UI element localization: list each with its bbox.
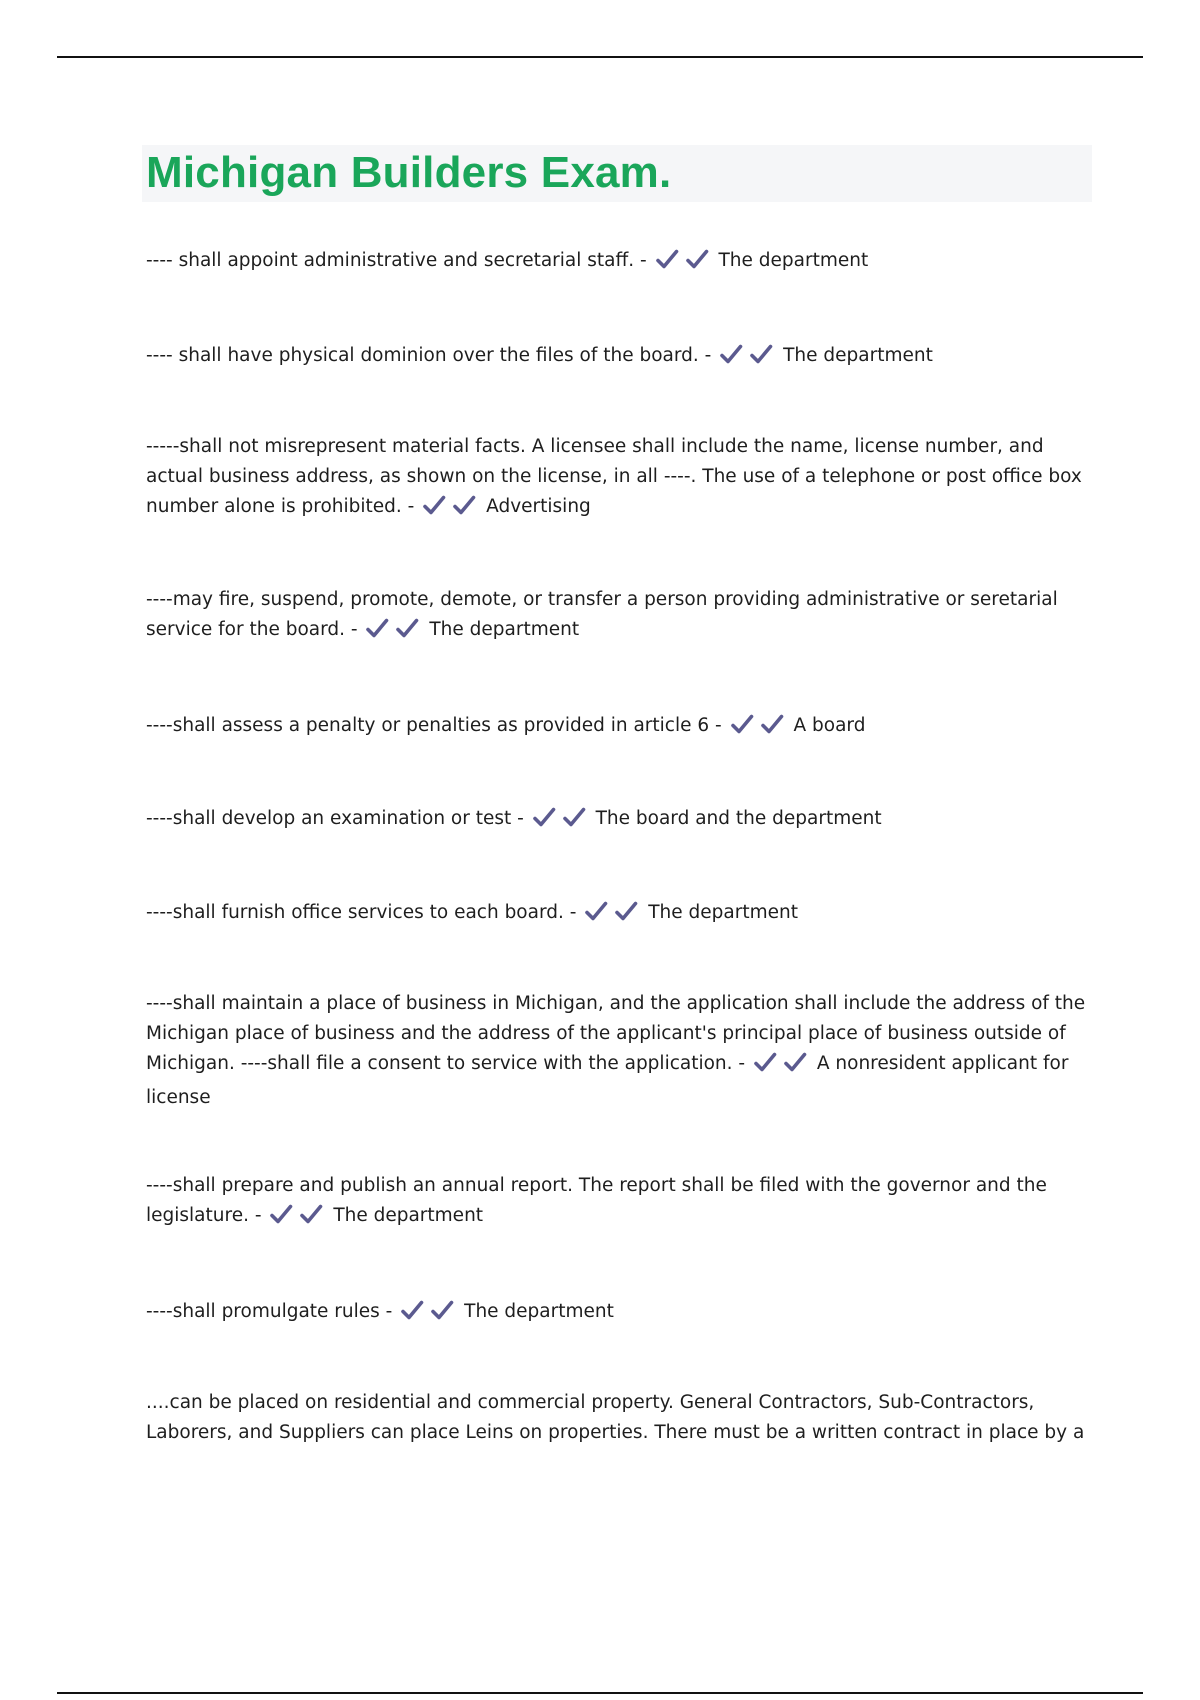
qa-entry bbox=[146, 1388, 1096, 1448]
check-icon bbox=[730, 713, 754, 735]
answer-text: The board and the department bbox=[595, 808, 882, 829]
question-text: ----shall assess a penalty or penalties as provided in article 6 - bbox=[146, 715, 722, 736]
qa-entry bbox=[146, 432, 1096, 526]
check-icon bbox=[532, 806, 556, 828]
answer-text: The department bbox=[464, 1301, 614, 1322]
check-icon bbox=[430, 1299, 454, 1321]
check-icon bbox=[760, 713, 784, 735]
check-marks bbox=[422, 494, 478, 526]
title-banner bbox=[142, 145, 1092, 202]
bottom-rule bbox=[57, 1692, 1143, 1694]
answer-text: The department bbox=[718, 250, 869, 271]
question-text: ----shall develop an examination or test - bbox=[146, 808, 524, 829]
question-text: ----shall promulgate rules - bbox=[146, 1301, 393, 1322]
qa-entry bbox=[146, 1171, 1096, 1235]
check-icon bbox=[584, 900, 608, 922]
check-marks bbox=[719, 343, 775, 375]
qa-entry bbox=[146, 1297, 1096, 1331]
check-marks bbox=[753, 1051, 809, 1083]
question-text: ----shall maintain a place of business in Michigan, and the application shall include the address of the Michigan place of business and the address of the applicant's principal place of business outside of Michigan. ----shall file a consent to service with the application. - bbox=[146, 993, 1086, 1074]
qa-entry bbox=[146, 341, 1096, 375]
question-text: ----shall prepare and publish an annual report. The report shall be filed with the governor and the legislature. - bbox=[146, 1175, 1047, 1226]
check-marks bbox=[730, 713, 786, 745]
qa-entry bbox=[146, 898, 1096, 932]
check-icon bbox=[562, 806, 586, 828]
question-text: ....can be placed on residential and commercial property. General Contractors, Sub-Contractors, Laborers, and Suppliers can place Leins on properties. There must be a written contract in place by a bbox=[146, 1392, 1085, 1443]
document-title: Michigan Builders Exam. bbox=[146, 148, 672, 197]
question-text: -----shall not misrepresent material facts. A licensee shall include the name, license number, and actual business address, as shown on the license, in all ----. The use of a telephone or post office box number alone is prohibited. - bbox=[146, 436, 1082, 517]
check-marks bbox=[365, 617, 421, 649]
check-icon bbox=[299, 1203, 323, 1225]
check-icon bbox=[452, 494, 476, 516]
check-icon bbox=[749, 343, 773, 365]
check-icon bbox=[719, 343, 743, 365]
qa-entry bbox=[146, 246, 1096, 280]
check-icon bbox=[269, 1203, 293, 1225]
check-icon bbox=[614, 900, 638, 922]
qa-entry bbox=[146, 804, 1096, 838]
answer-text: A nonresident applicant for license bbox=[146, 1053, 1069, 1108]
question-text: ---- shall appoint administrative and secretarial staff. - bbox=[146, 250, 647, 271]
answer-text: A board bbox=[793, 715, 866, 736]
check-icon bbox=[395, 617, 419, 639]
answer-text: The department bbox=[429, 619, 580, 640]
question-text: ----shall furnish office services to each board. - bbox=[146, 902, 577, 923]
check-marks bbox=[532, 806, 588, 838]
check-marks bbox=[655, 248, 711, 280]
qa-entry bbox=[146, 989, 1096, 1113]
qa-entry bbox=[146, 711, 1096, 745]
check-icon bbox=[400, 1299, 424, 1321]
check-marks bbox=[269, 1203, 325, 1235]
check-icon bbox=[753, 1051, 777, 1073]
check-icon bbox=[685, 248, 709, 270]
top-rule bbox=[57, 56, 1143, 58]
check-icon bbox=[365, 617, 389, 639]
qa-entry bbox=[146, 585, 1096, 649]
check-icon bbox=[422, 494, 446, 516]
question-text: ---- shall have physical dominion over the files of the board. - bbox=[146, 345, 712, 366]
check-icon bbox=[655, 248, 679, 270]
answer-text: The department bbox=[783, 345, 933, 366]
question-text: ----may fire, suspend, promote, demote, or transfer a person providing administrative or seretarial service for the board. - bbox=[146, 589, 1058, 640]
check-marks bbox=[400, 1299, 456, 1331]
check-marks bbox=[584, 900, 640, 932]
answer-text: Advertising bbox=[486, 496, 591, 517]
answer-text: The department bbox=[648, 902, 798, 923]
check-icon bbox=[783, 1051, 807, 1073]
answer-text: The department bbox=[333, 1205, 484, 1226]
